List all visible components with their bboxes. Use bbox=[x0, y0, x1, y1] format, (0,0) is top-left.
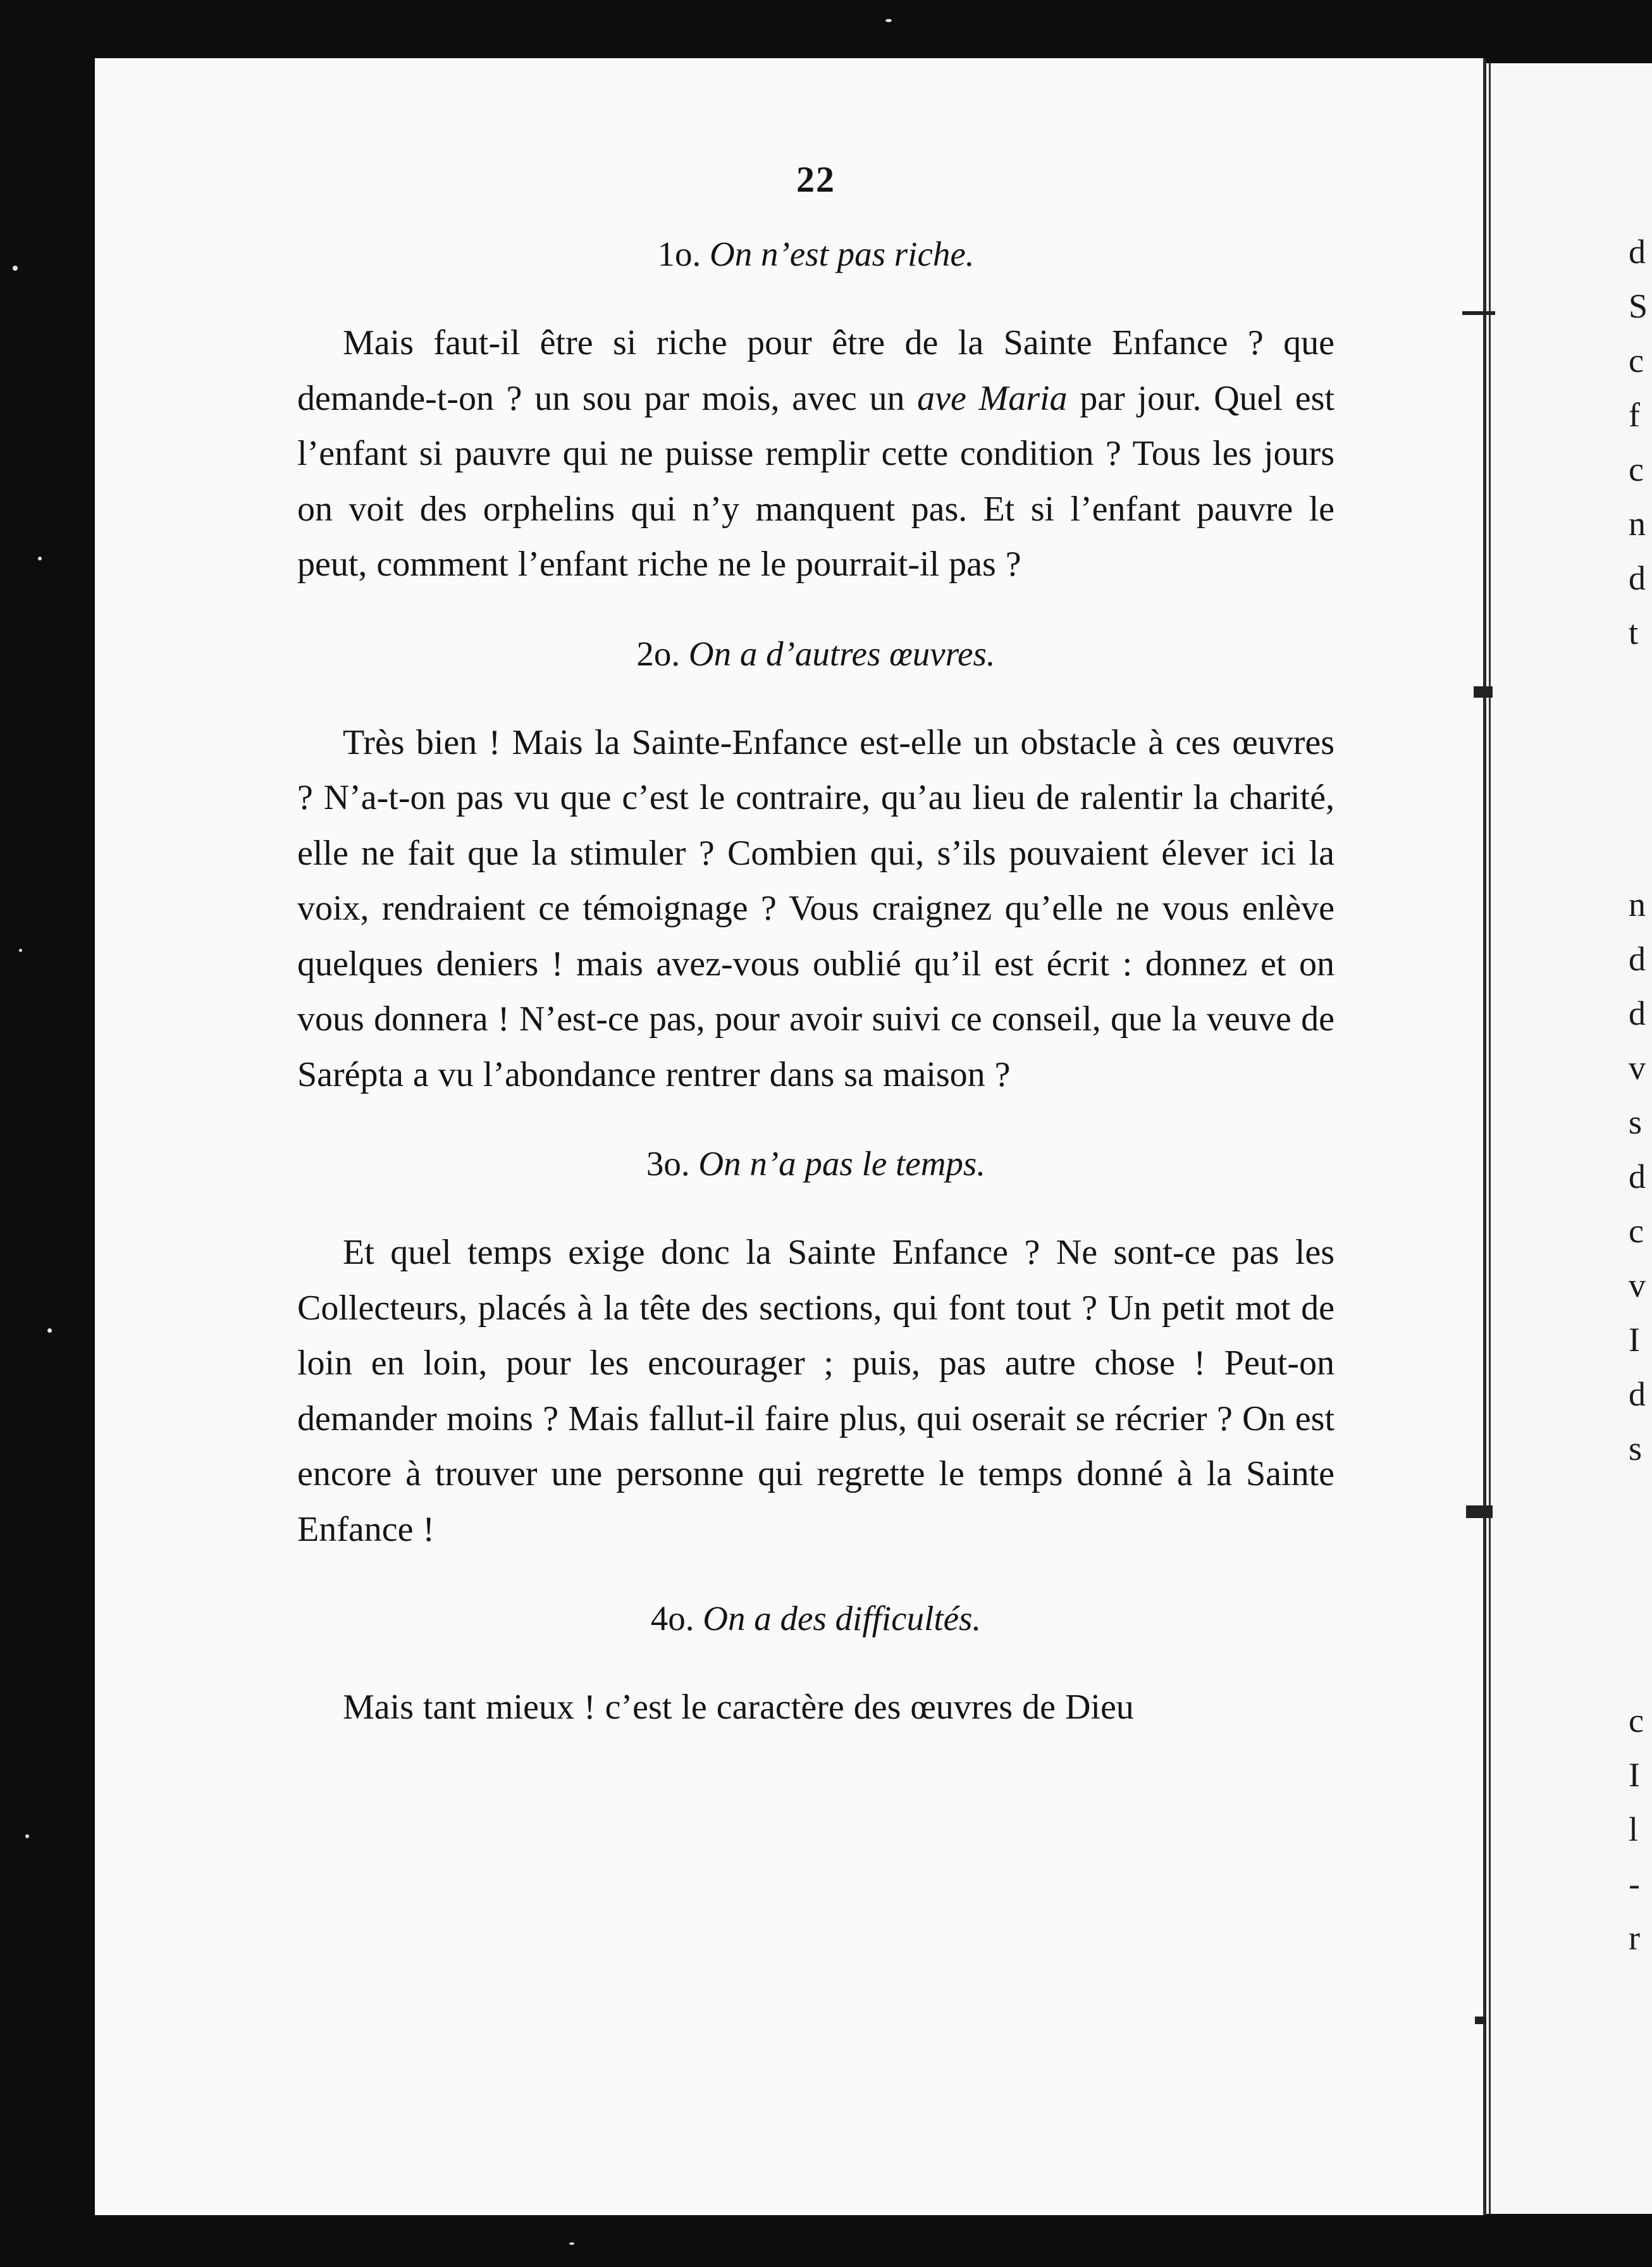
section-heading-4 bbox=[297, 1590, 1335, 1647]
facing-page-letter: d bbox=[1629, 940, 1646, 978]
facing-page-text bbox=[1629, 225, 1648, 1965]
binding-mark bbox=[1462, 311, 1495, 315]
paragraph: Mais faut-il être si riche pour être de la Sainte Enfance ? que demande-t-on ? un sou par mois, avec un ave Maria par jour. Quel est l’enfant si pauvre qui ne puisse remplir cette condition ? Tous les jours on voit des orphelins qui n’y manquent pas. Et si l’enfant pauvre le peut, comment l’enfant riche ne le pourrait-il pas ? bbox=[297, 323, 1335, 584]
scan-speck bbox=[885, 19, 892, 22]
facing-page-letter: S bbox=[1629, 287, 1648, 325]
section-number: 3o. bbox=[646, 1144, 690, 1183]
facing-page-letter: d bbox=[1629, 1375, 1646, 1413]
facing-page-letter: d bbox=[1629, 994, 1646, 1032]
facing-page-letter: d bbox=[1629, 559, 1646, 597]
section-title: On n’est pas riche. bbox=[709, 235, 975, 273]
section-title: On a des difficultés. bbox=[703, 1599, 982, 1638]
binding-mark bbox=[1474, 686, 1493, 698]
facing-page-letter: n bbox=[1629, 886, 1646, 923]
facing-page-letter: d bbox=[1629, 1158, 1646, 1195]
facing-page-letter: c bbox=[1629, 450, 1644, 488]
section-heading-3 bbox=[297, 1135, 1335, 1192]
facing-page-letter: l bbox=[1629, 1810, 1639, 1848]
scan-speck bbox=[47, 1328, 52, 1333]
facing-page-letter: v bbox=[1629, 1266, 1646, 1304]
scan-speck bbox=[38, 557, 42, 560]
facing-page-letter bbox=[1629, 660, 1648, 714]
scan-speck bbox=[569, 2242, 574, 2245]
facing-page-letter: f bbox=[1629, 396, 1640, 434]
facing-page-letter: s bbox=[1629, 1430, 1643, 1467]
scan-speck bbox=[13, 266, 18, 271]
italic-phrase: ave Maria bbox=[917, 378, 1068, 418]
facing-page-letter: I bbox=[1629, 1321, 1640, 1359]
facing-page-letter bbox=[1629, 1530, 1648, 1584]
text-column bbox=[297, 158, 1335, 1736]
binding-mark bbox=[1475, 2017, 1486, 2024]
section-number: 1o. bbox=[657, 235, 701, 273]
section-number: 4o. bbox=[650, 1599, 694, 1638]
facing-page-letter: I bbox=[1629, 1756, 1640, 1794]
facing-page-letter: r bbox=[1629, 1919, 1640, 1957]
facing-page-letter bbox=[1629, 1476, 1648, 1530]
facing-page-letter bbox=[1629, 714, 1648, 769]
facing-page-letter bbox=[1629, 1584, 1648, 1639]
facing-page-letter bbox=[1629, 823, 1648, 877]
facing-page-letter: v bbox=[1629, 1049, 1646, 1087]
facing-page-edge bbox=[1489, 63, 1491, 2214]
facing-page-letter: d bbox=[1629, 233, 1646, 271]
scan-speck bbox=[19, 949, 22, 952]
scan-speck bbox=[25, 1834, 29, 1838]
facing-page-letter: - bbox=[1629, 1865, 1640, 1903]
section-heading-1 bbox=[297, 226, 1335, 283]
paragraph: Mais tant mieux ! c’est le caractère des œuvres de Dieu bbox=[343, 1688, 1134, 1727]
facing-page-letter: c bbox=[1629, 342, 1644, 380]
facing-page-letter: c bbox=[1629, 1702, 1644, 1739]
section-number: 2o. bbox=[636, 634, 681, 673]
binding-mark bbox=[1466, 1505, 1493, 1518]
facing-page-letter: t bbox=[1629, 614, 1639, 652]
facing-page-letter bbox=[1629, 1639, 1648, 1693]
facing-page-letter: s bbox=[1629, 1103, 1643, 1141]
facing-page-letter: c bbox=[1629, 1212, 1644, 1250]
paragraph: Et quel temps exige donc la Sainte Enfance ? Ne sont-ce pas les Collecteurs, placés à la tête des sections, qui font tout ? Un petit mot de loin en loin, pour les encourager ; puis, pas autre chose ! Peut-on demander moins ? Mais fallut-il faire plus, qui oserait se récrier ? On est encore à trouver une personne qui regrette le temps donné à la Sainte Enfance ! bbox=[297, 1233, 1335, 1549]
facing-page-letter bbox=[1629, 769, 1648, 823]
facing-page-letter: n bbox=[1629, 505, 1646, 543]
paragraph: Très bien ! Mais la Sainte-Enfance est-elle un obstacle à ces œuvres ? N’a-t-on pas vu que c’est le contraire, qu’au lieu de ralentir la charité, elle ne fait que la stimuler ? Combien qui, s’ils pouvaient élever ici la voix, rendraient ce témoignage ? Vous craignez qu’elle ne vous enlève quelques deniers ! mais avez-vous oublié qu’il est écrit : donnez et on vous donnera ! N’est-ce pas, pour avoir suivi ce conseil, que la veuve de Sarépta a vu l’abondance rentrer dans sa maison ? bbox=[297, 722, 1335, 1094]
section-title: On a d’autres œuvres. bbox=[688, 634, 996, 673]
page-number: 22 bbox=[796, 159, 835, 200]
section-heading-2 bbox=[297, 626, 1335, 683]
book-page-right bbox=[1486, 63, 1652, 2214]
section-title: On n’a pas le temps. bbox=[698, 1144, 986, 1183]
